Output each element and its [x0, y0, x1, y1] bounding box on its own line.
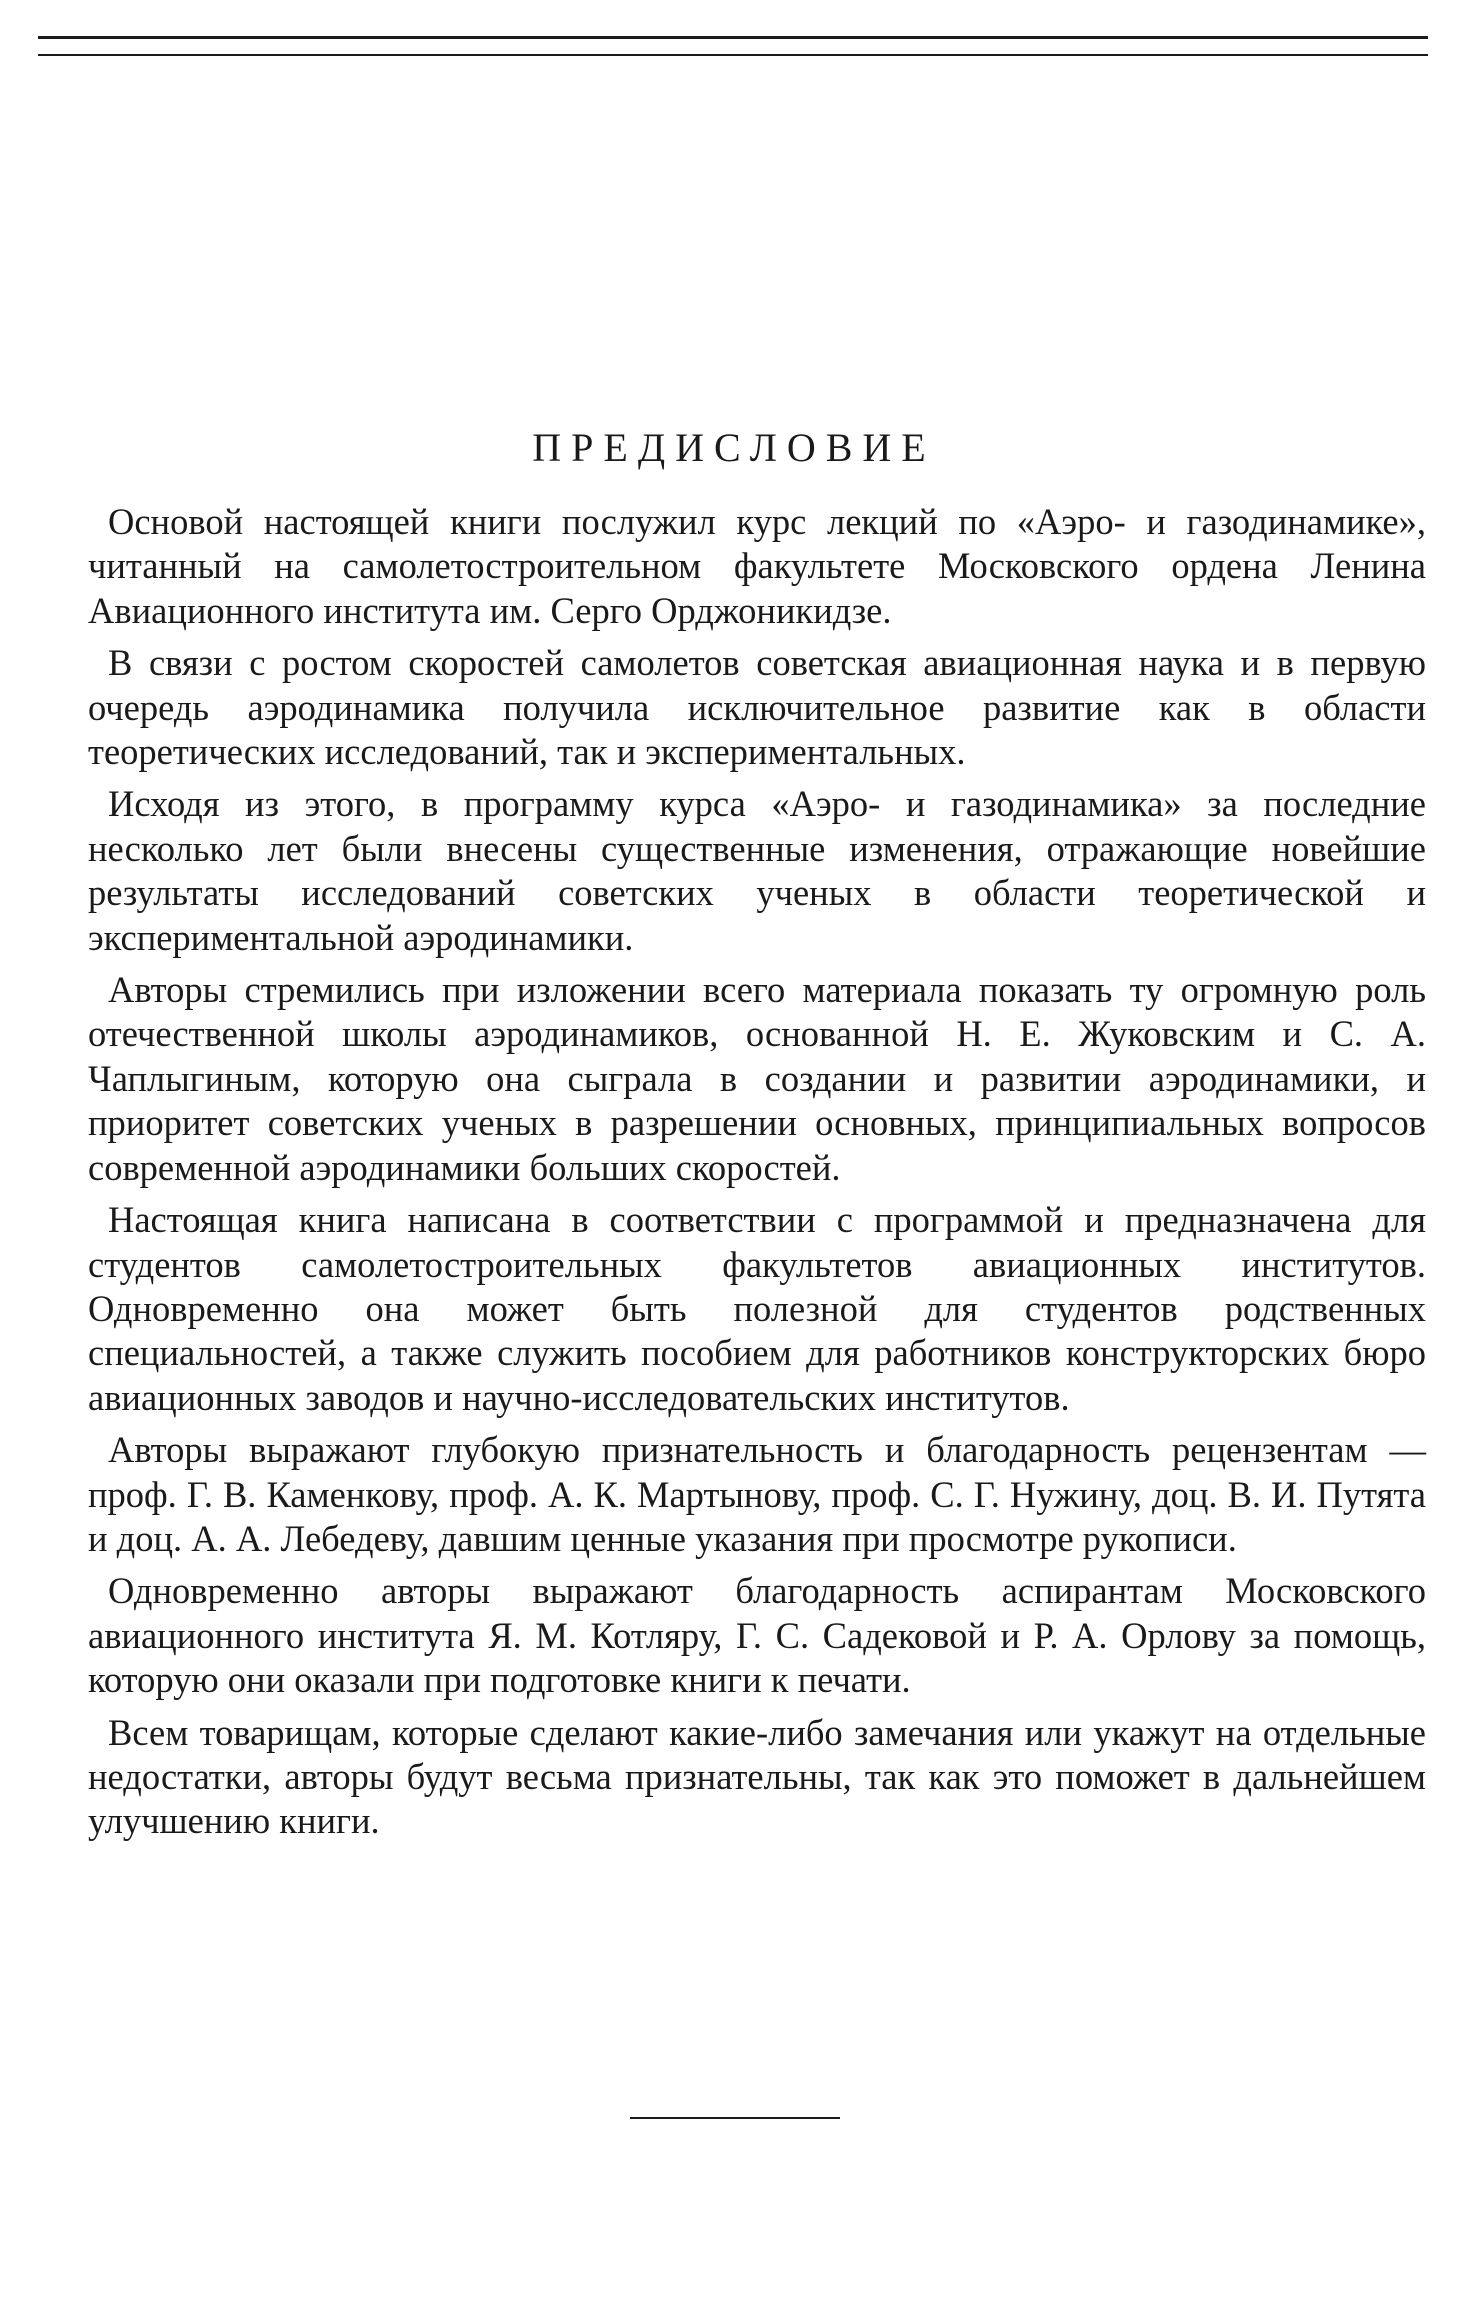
paragraph: Основой настоящей книги послужил курс лекций по «Аэро- и газодинамике», читанный на самолетостроительном факультете Московского ордена Ленина Авиационного института им. Серго Орджоникидзе.	[88, 501, 1426, 631]
paragraph: Авторы выражают глубокую признательность и благодарность рецензентам — проф. Г. В. Каменкову, проф. А. К. Мартынову, проф. С. Г. Нужину, доц. В. И. Путята и доц. А. А. Лебедеву, давшим ценные указания при просмотре рукописи.	[88, 1429, 1426, 1559]
top-rule-thick	[38, 36, 1428, 39]
paragraph: Исходя из этого, в программу курса «Аэро- и газодинамика» за последние несколько лет были внесены существенные изменения, отражающие новейшие результаты исследований советских ученых в области теоретической и экспериментальной аэродинамики.	[88, 783, 1426, 958]
paragraph: Всем товарищам, которые сделают какие-либо замечания или укажут на отдельные недостатки, авторы будут весьма признательны, так как это поможет в дальнейшем улучшению книги.	[88, 1711, 1426, 1842]
paragraph: Одновременно авторы выражают благодарность аспирантам Московского авиационного института Я. М. Котляру, Г. С. Садековой и Р. А. Орлову за помощь, которую они оказали при подготовке книги к печати.	[88, 1570, 1426, 1701]
page-title: ПРЕДИСЛОВИЕ	[532, 425, 936, 470]
paragraph: Настоящая книга написана в соответствии с программой и предназначена для студентов самолетостроительных факультетов авиационных институтов. Одновременно она может быть полезной для студентов родственных специальностей, а также служить пособием для работников конструкторских бюро авиационных заводов и научно-исследовательских институтов.	[88, 1199, 1426, 1418]
paragraph: В связи с ростом скоростей самолетов советская авиационная наука и в первую очередь аэродинамика получила исключительное развитие как в области теоретических исследований, так и экспериментальных.	[88, 642, 1426, 773]
end-rule	[630, 2117, 840, 2119]
top-rule-thin	[38, 54, 1428, 56]
paragraph: Авторы стремились при изложении всего материала показать ту огромную роль отечественной школы аэродинамиков, основанной Н. Е. Жуковским и С. А. Чаплыгиным, которую она сыграла в создании и развитии аэродинамики, и приоритет советских ученых в разрешении основных, принципиальных вопросов современной аэродинамики больших скоростей.	[88, 969, 1426, 1188]
preface-body	[88, 500, 1426, 1852]
